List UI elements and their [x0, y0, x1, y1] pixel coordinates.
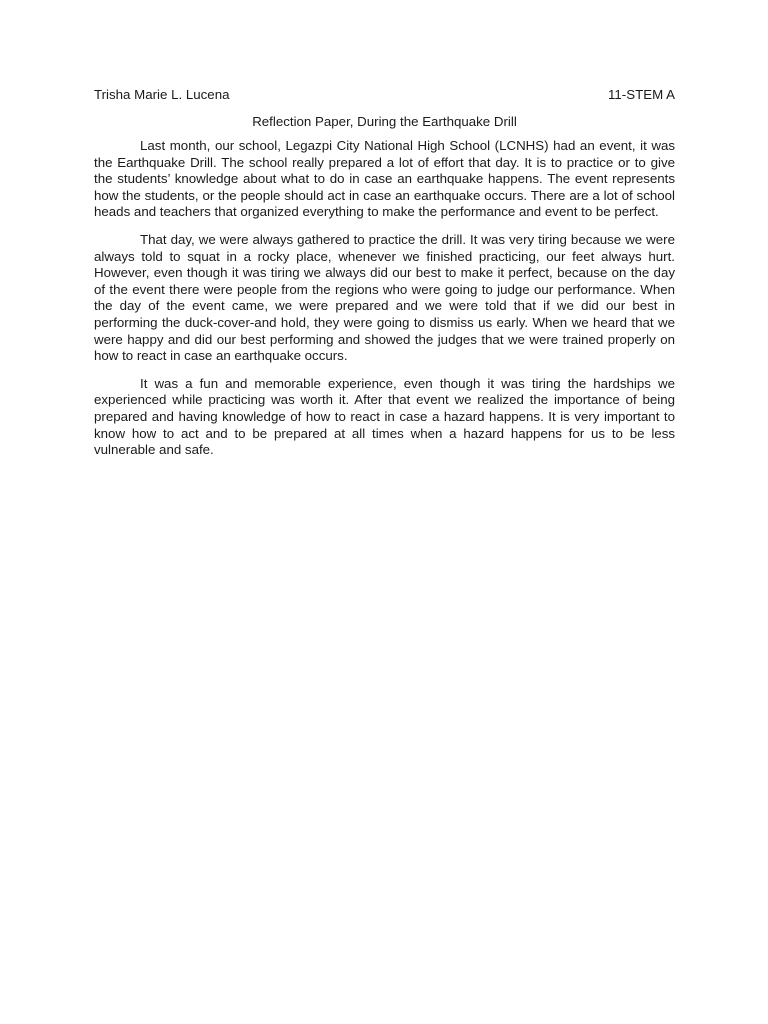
author-name: Trisha Marie L. Lucena: [94, 87, 230, 102]
class-section: 11-STEM A: [608, 87, 675, 102]
header-row: [94, 86, 675, 104]
paragraph-3: It was a fun and memorable experience, even though it was tiring the hardships we experienced while practicing was worth it. After that event we realized the importance of being prepared and having knowledge of how to react in case a hazard happens. It is very important to know how to act and to be prepared at all times when a hazard happens for us to be less vulnerable and safe.: [94, 375, 675, 458]
document-body: [94, 86, 675, 470]
paper-title: Reflection Paper, During the Earthquake Drill: [252, 114, 517, 129]
paragraph-1: Last month, our school, Legazpi City National High School (LCNHS) had an event, it was the Earthquake Drill. The school really prepared a lot of effort that day. It is to practice or to give the students’ knowledge about what to do in case an earthquake happens. The event represents how the students, or the people should act in case an earthquake occurs. There are a lot of school heads and teachers that organized everything to make the performance and event to be perfect.: [94, 138, 675, 220]
paragraph-2: That day, we were always gathered to practice the drill. It was very tiring because we were always told to squat in a rocky place, whenever we finished practicing, our feet always hurt. However, even though it was tiring we always did our best to make it perfect, because on the day of the event there were people from the regions who were going to judge our performance. When the day of the event came, we were prepared and we were told that if we did our best in performing the duck-cover-and hold, they were going to dismiss us early. When we heard that we were happy and did our best performing and showed the judges that we were trained properly on how to react in case an earthquake occurs.: [94, 231, 675, 364]
